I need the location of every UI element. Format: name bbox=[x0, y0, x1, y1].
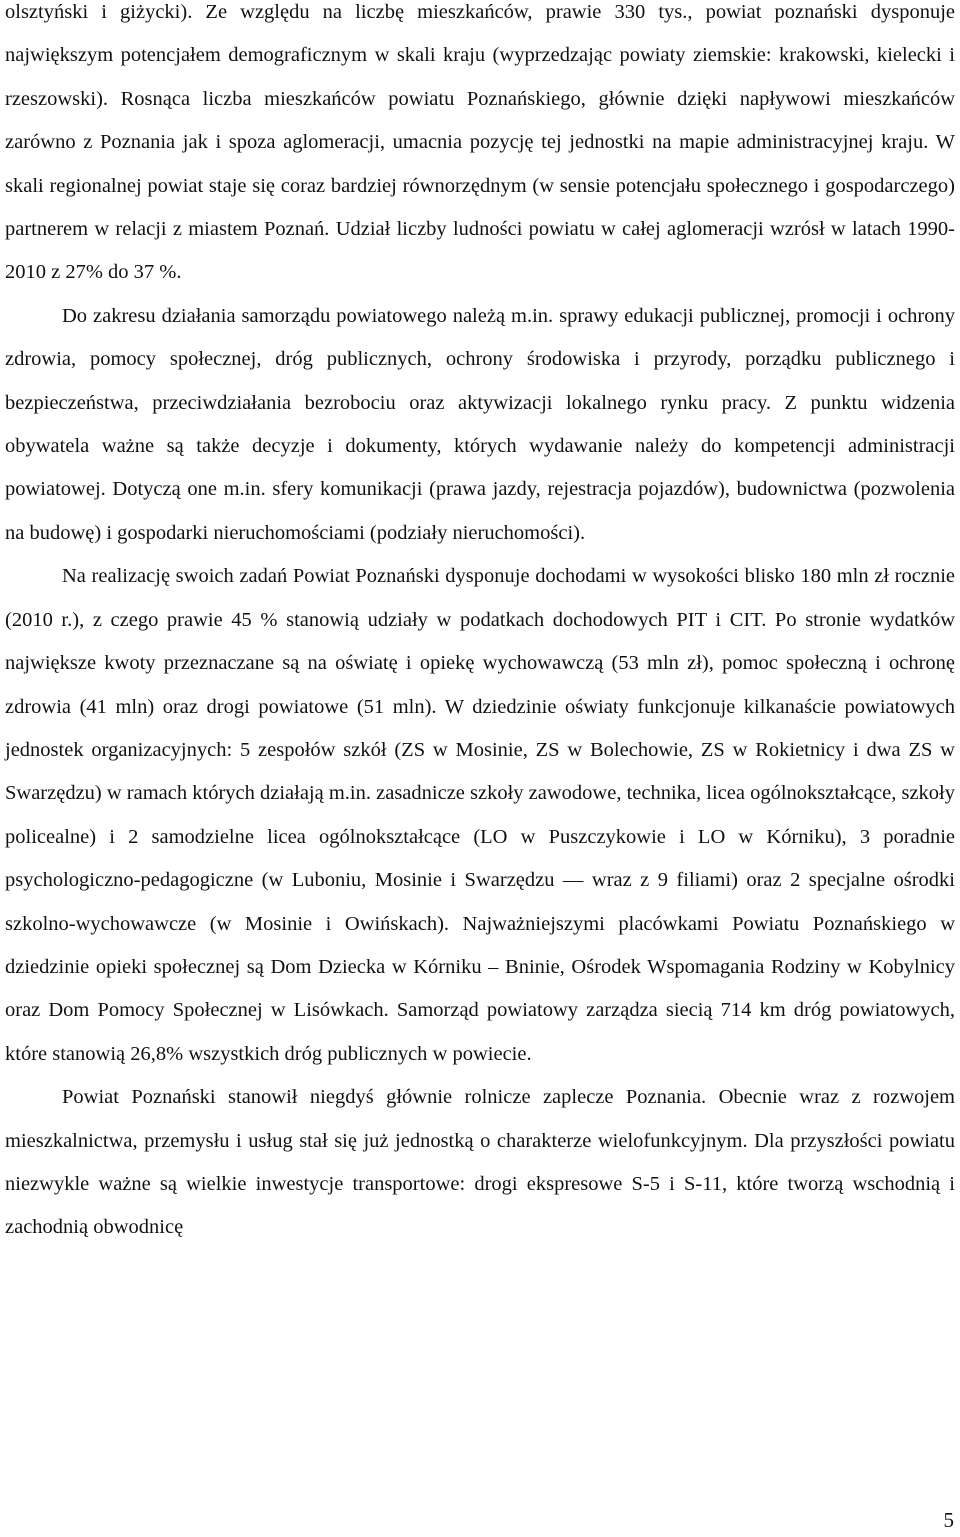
page-number: 5 bbox=[943, 1508, 954, 1532]
paragraph-population: olsztyński i giżycki). Ze względu na liczbę mieszkańców, prawie 330 tys., powiat poznański dysponuje największym potencjałem demograficznym w skali kraju (wyprzedzając powiaty ziemskie: krakowski, kielecki i rzeszowski). Rosnąca liczba mieszkańców powiatu Poznańskiego, głównie dzięki napływowi mieszkańców zarówno z Poznania jak i spoza aglomeracji, umacnia pozycję tej jednostki na mapie administracyjnej kraju. W skali regionalnej powiat staje się coraz bardziej równorzędnym (w sensie potencjału społecznego i gospodarczego) partnerem w relacji z miastem Poznań. Udział liczby ludności powiatu w całej aglomeracji wzrósł w latach 1990-2010 z 27% do 37 %. bbox=[5, 1, 955, 284]
document-page bbox=[5, 0, 955, 1250]
paragraph-responsibilities: Do zakresu działania samorządu powiatowego należą m.in. sprawy edukacji publicznej, promocji i ochrony zdrowia, pomocy społecznej, dróg publicznych, ochrony środowiska i przyrody, porządku publicznego i bezpieczeństwa, przeciwdziałania bezrobociu oraz aktywizacji lokalnego rynku pracy. Z punktu widzenia obywatela ważne są także decyzje i dokumenty, których wydawanie należy do kompetencji administracji powiatowej. Dotyczą one m.in. sfery komunikacji (prawa jazdy, rejestracja pojazdów), budownictwa (pozwolenia na budowę) i gospodarki nieruchomościami (podziały nieruchomości). bbox=[5, 304, 955, 544]
paragraph-budget-education: Na realizację swoich zadań Powiat Poznański dysponuje dochodami w wysokości blisko 180 mln zł rocznie (2010 r.), z czego prawie 45 % stanowią udziały w podatkach dochodowych PIT i CIT. Po stronie wydatków największe kwoty przeznaczane są na oświatę i opiekę wychowawczą (53 mln zł), pomoc społeczną i ochronę zdrowia (41 mln) oraz drogi powiatowe (51 mln). W dziedzinie oświaty funkcjonuje kilkanaście powiatowych jednostek organizacyjnych: 5 zespołów szkół (ZS w Mosinie, ZS w Bolechowie, ZS w Rokietnicy i dwa ZS w Swarzędzu) w ramach których działają m.in. zasadnicze szkoły zawodowe, technika, licea ogólnokształcące, szkoły policealne) i 2 samodzielne licea ogólnokształcące (LO w Puszczykowie i LO w Kórniku), 3 poradnie psychologiczno-pedagogiczne (w Luboniu, Mosinie i Swarzędzu — wraz z 9 filiami) oraz 2 specjalne ośrodki szkolno-wychowawcze (w Mosinie i Owińskach). Najważniejszymi placówkami Powiatu Poznańskiego w dziedzinie opieki społecznej są Dom Dziecka w Kórniku – Bninie, Ośrodek Wspomagania Rodziny w Kobylnicy oraz Dom Pomocy Społecznej w Lisówkach. Samorząd powiatowy zarządza siecią 714 km dróg powiatowych, które stanowią 26,8% wszystkich dróg publicznych w powiecie. bbox=[5, 565, 955, 1065]
paragraph-transport: Powiat Poznański stanowił niegdyś głównie rolnicze zaplecze Poznania. Obecnie wraz z rozwojem mieszkalnictwa, przemysłu i usług stał się już jednostką o charakterze wielofunkcyjnym. Dla przyszłości powiatu niezwykle ważne są wielkie inwestycje transportowe: drogi ekspresowe S-5 i S-11, które tworzą wschodnią i zachodnią obwodnicę bbox=[5, 1086, 955, 1239]
